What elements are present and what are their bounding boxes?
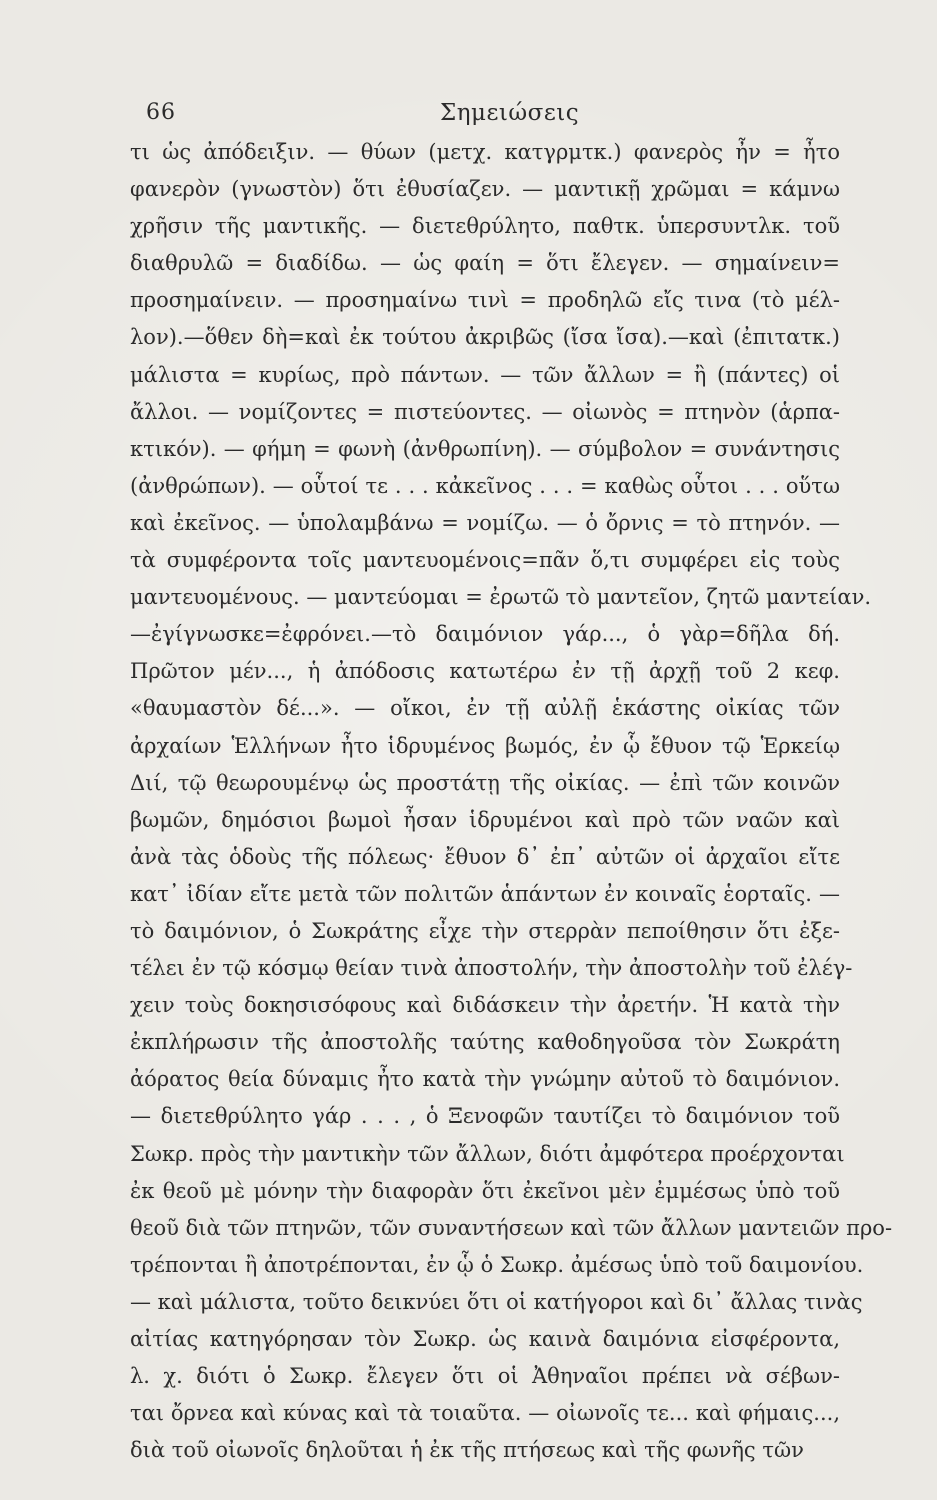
text-line: ἐκπλήρωσιν τῆς ἀποστολῆς ταύτης καθοδηγοῦσα τὸν Σωκράτη	[130, 1030, 840, 1055]
text-line: Σωκρ. πρὸς τὴν μαντικὴν τῶν ἄλλων, διότι ἀμφότερα προέρχονται	[130, 1141, 845, 1166]
text-line: λ. χ. διότι ὁ Σωκρ. ἔλεγεν ὅτι οἱ Ἀθηναῖοι πρέπει νὰ σέβων-	[130, 1364, 840, 1389]
text-line: μαντευομένους. — μαντεύομαι = ἐρωτῶ τὸ μαντεῖον, ζητῶ μαντείαν.	[130, 585, 872, 610]
text-line: διαθρυλῶ = διαδίδω. — ὡς φαίη = ὅτι ἔλεγεν. — σημαίνειν=	[130, 251, 840, 276]
text-line: ἀρχαίων Ἑλλήνων ἦτο ἱδρυμένος βωμός, ἐν ᾧ ἔθυον τῷ Ἑρκείῳ	[130, 733, 840, 758]
text-line: κατ᾽ ἰδίαν εἴτε μετὰ τῶν πολιτῶν ἁπάντων ἐν κοιναῖς ἑορταῖς. —	[130, 881, 840, 906]
text-line: τι ὡς ἀπόδειξιν. — θύων (μετχ. κατγρμτκ.) φανερὸς ἦν = ἦτο	[130, 140, 840, 164]
text-line: ἀνὰ τὰς ὁδοὺς τῆς πόλεως· ἔθυον δ᾽ ἐπ᾽ αὐτῶν οἱ ἀρχαῖοι εἴτε	[130, 844, 840, 869]
text-line: τὰ συμφέροντα τοῖς μαντευομένοις=πᾶν ὅ,τι συμφέρει εἰς τοὺς	[130, 548, 840, 573]
text-line: βωμῶν, δημόσιοι βωμοὶ ἦσαν ἱδρυμένοι καὶ πρὸ τῶν ναῶν καὶ	[130, 807, 840, 832]
text-line: —ἐγίγνωσκε=ἐφρόνει.—τὸ δαιμόνιον γάρ..., ὁ γὰρ=δῆλα δή.	[130, 622, 840, 647]
text-line: (ἀνθρώπων). — οὗτοί τε . . . κἀκεῖνος . . . = καθὼς οὗτοι . . . οὕτω	[130, 473, 840, 498]
text-line: προσημαίνειν. — προσημαίνω τινὶ = προδηλῶ εἴς τινα (τὸ μέλ-	[130, 288, 840, 313]
text-line: λον).—ὅθεν δὴ=καὶ ἐκ τούτου ἀκριβῶς (ἴσα ἴσα).—καὶ (ἐπιτατκ.)	[130, 325, 840, 350]
page-body-text	[130, 134, 893, 1469]
text-line: ἐκ θεοῦ μὲ μόνην τὴν διαφορὰν ὅτι ἐκεῖνοι μὲν ἐμμέσως ὑπὸ τοῦ	[130, 1178, 840, 1203]
page-number: 66	[146, 100, 176, 125]
text-line: Διί, τῷ θεωρουμένῳ ὡς προστάτῃ τῆς οἰκίας. — ἐπὶ τῶν κοινῶν	[130, 770, 840, 795]
text-line: χειν τοὺς δοκησισόφους καὶ διδάσκειν τὴν ἀρετήν. Ἡ κατὰ τὴν	[130, 993, 840, 1018]
text-line: τέλει ἐν τῷ κόσμῳ θείαν τινὰ ἀποστολήν, τὴν ἀποστολὴν τοῦ ἐλέγ-	[130, 956, 853, 981]
text-line: διὰ τοῦ οἰωνοῖς δηλοῦται ἡ ἐκ τῆς πτήσεως καὶ τῆς φωνῆς τῶν	[130, 1438, 804, 1463]
text-line: — διετεθρύλητο γάρ . . . , ὁ Ξενοφῶν ταυτίζει τὸ δαιμόνιον τοῦ	[130, 1104, 840, 1129]
text-line: αἰτίας κατηγόρησαν τὸν Σωκρ. ὡς καινὰ δαιμόνια εἰσφέροντα,	[130, 1327, 840, 1351]
text-line: «θαυμαστὸν δέ...». — οἴκοι, ἐν τῇ αὐλῇ ἑκάστης οἰκίας τῶν	[130, 696, 840, 721]
text-line: φανερὸν (γνωστὸν) ὅτι ἐθυσίαζεν. — μαντικῇ χρῶμαι = κάμνω	[130, 177, 840, 202]
text-line: ται ὄρνεα καὶ κύνας καὶ τὰ τοιαῦτα. — οἰωνοῖς τε... καὶ φήμαις...,	[130, 1401, 840, 1426]
text-line: Πρῶτον μέν..., ἡ ἀπόδοσις κατωτέρω ἐν τῇ ἀρχῇ τοῦ 2 κεφ.	[130, 659, 840, 684]
text-line: τρέπονται ἢ ἀποτρέπονται, ἐν ᾧ ὁ Σωκρ. ἀμέσως ὑπὸ τοῦ δαιμονίου.	[130, 1252, 864, 1277]
text-line: χρῆσιν τῆς μαντικῆς. — διετεθρύλητο, παθτκ. ὑπερσυντλκ. τοῦ	[130, 214, 840, 239]
text-line: — καὶ μάλιστα, τοῦτο δεικνύει ὅτι οἱ κατήγοροι καὶ δι᾽ ἄλλας τινὰς	[130, 1289, 863, 1314]
text-line: καὶ ἐκεῖνος. — ὑπολαμβάνω = νομίζω. — ὁ ὄρνις = τὸ πτηνόν. —	[130, 510, 840, 535]
text-line: θεοῦ διὰ τῶν πτηνῶν, τῶν συναντήσεων καὶ τῶν ἄλλων μαντειῶν προ-	[130, 1215, 893, 1240]
text-line: ἄλλοι. — νομίζοντες = πιστεύοντες. — οἰωνὸς = πτηνὸν (ἁρπα-	[130, 399, 840, 424]
text-line: τὸ δαιμόνιον, ὁ Σωκράτης εἶχε τὴν στερρὰν πεποίθησιν ὅτι ἐξε-	[130, 918, 840, 943]
text-line: ἀόρατος θεία δύναμις ἦτο κατὰ τὴν γνώμην αὐτοῦ τὸ δαιμόνιον.	[130, 1067, 840, 1092]
running-title: Σημειώσεις	[440, 100, 580, 126]
text-line: κτικόν). — φήμη = φωνὴ (ἀνθρωπίνη). — σύμβολον = συνάντησις	[130, 436, 840, 461]
text-line: μάλιστα = κυρίως, πρὸ πάντων. — τῶν ἄλλων = ἢ (πάντες) οἱ	[130, 362, 840, 387]
